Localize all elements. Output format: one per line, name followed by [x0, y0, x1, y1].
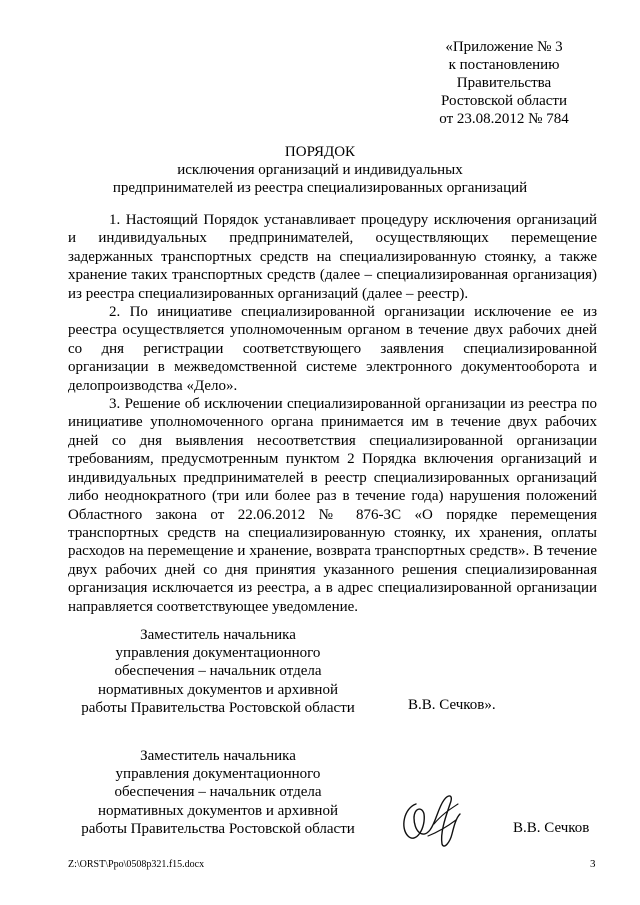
appendix-line: «Приложение № 3 — [445, 39, 563, 55]
signer-position-line: Заместитель начальника — [140, 748, 296, 764]
document-subtitle — [60, 161, 580, 197]
appendix-line: Правительства — [456, 75, 552, 91]
document-title: ПОРЯДОК — [284, 144, 356, 160]
appendix-header — [420, 38, 588, 128]
appendix-line: Ростовской области — [441, 93, 567, 109]
signer-position-line: управления документационного — [115, 766, 321, 783]
signer-position-line: управления документационного — [115, 645, 321, 662]
signer-name-2: В.В. Сечков — [513, 820, 590, 836]
footer-file-path: Z:\ORST\Ppo\0508p321.f15.docx — [68, 859, 205, 870]
signature-block-1-title — [68, 626, 368, 717]
page-number: 3 — [590, 858, 596, 870]
signer-name-1: В.В. Сечков». — [408, 697, 496, 713]
appendix-line: к постановлению — [448, 57, 560, 73]
signer-position-line: Заместитель начальника — [140, 627, 296, 643]
appendix-line: от 23.08.2012 № 784 — [439, 111, 569, 127]
signer-position-line: работы Правительства Ростовской области — [81, 820, 355, 837]
paragraph-1: 1. Настоящий Порядок устанавливает процедуру исключения организаций и индивидуальных предпринимателей, осуществляющих перемещение задержанных транспортных средств на специализированную стоянку, а также хранение таких транспортных средств (далее – специализированная организация) из реестра специализированных организаций (далее – реестр). — [68, 212, 597, 302]
signature-block-2-title — [68, 747, 368, 838]
subtitle-line: исключения организаций и индивидуальных — [177, 162, 463, 178]
signer-position-line: обеспечения – начальник отдела — [114, 784, 322, 801]
handwritten-signature — [394, 784, 474, 856]
signer-position-line: работы Правительства Ростовской области — [81, 699, 355, 716]
signer-position-line: нормативных документов и архивной — [98, 802, 338, 819]
document-body — [68, 211, 597, 616]
paragraph-2: 2. По инициативе специализированной организации исключение ее из реестра осуществляется уполномоченным органом в течение двух рабочих дней со дня регистрации соответствующего заявления специализированной организации в межведомственной системе электронного документооборота и делопроизводства «Дело». — [68, 304, 597, 394]
signer-position-line: нормативных документов и архивной — [98, 681, 338, 698]
paragraph-3: 3. Решение об исключении специализированной организации из реестра по инициативе уполномоченного органа принимается им в течение двух рабочих дней со дня выявления несоответствия специализированной организации требованиям, предусмотренным пунктом 2 Порядка включения организаций и индивидуальных предпринимателей в реестр специализированных организаций либо неоднократного (три или более раз в течение года) нарушения положений Областного закона от 22.06.2012 № 876-ЗС «О порядке перемещения транспортных средств на специализированную стоянку, их хранения, оплаты расходов на перемещение и хранение, возврата транспортных средств». В течение двух рабочих дней со дня принятия указанного решения специализированная организация исключается из реестра, а в адрес специализированной организации направляется соответствующее уведомление. — [68, 396, 597, 615]
subtitle-line: предпринимателей из реестра специализированных организаций — [112, 180, 528, 196]
signer-position-line: обеспечения – начальник отдела — [114, 663, 322, 680]
